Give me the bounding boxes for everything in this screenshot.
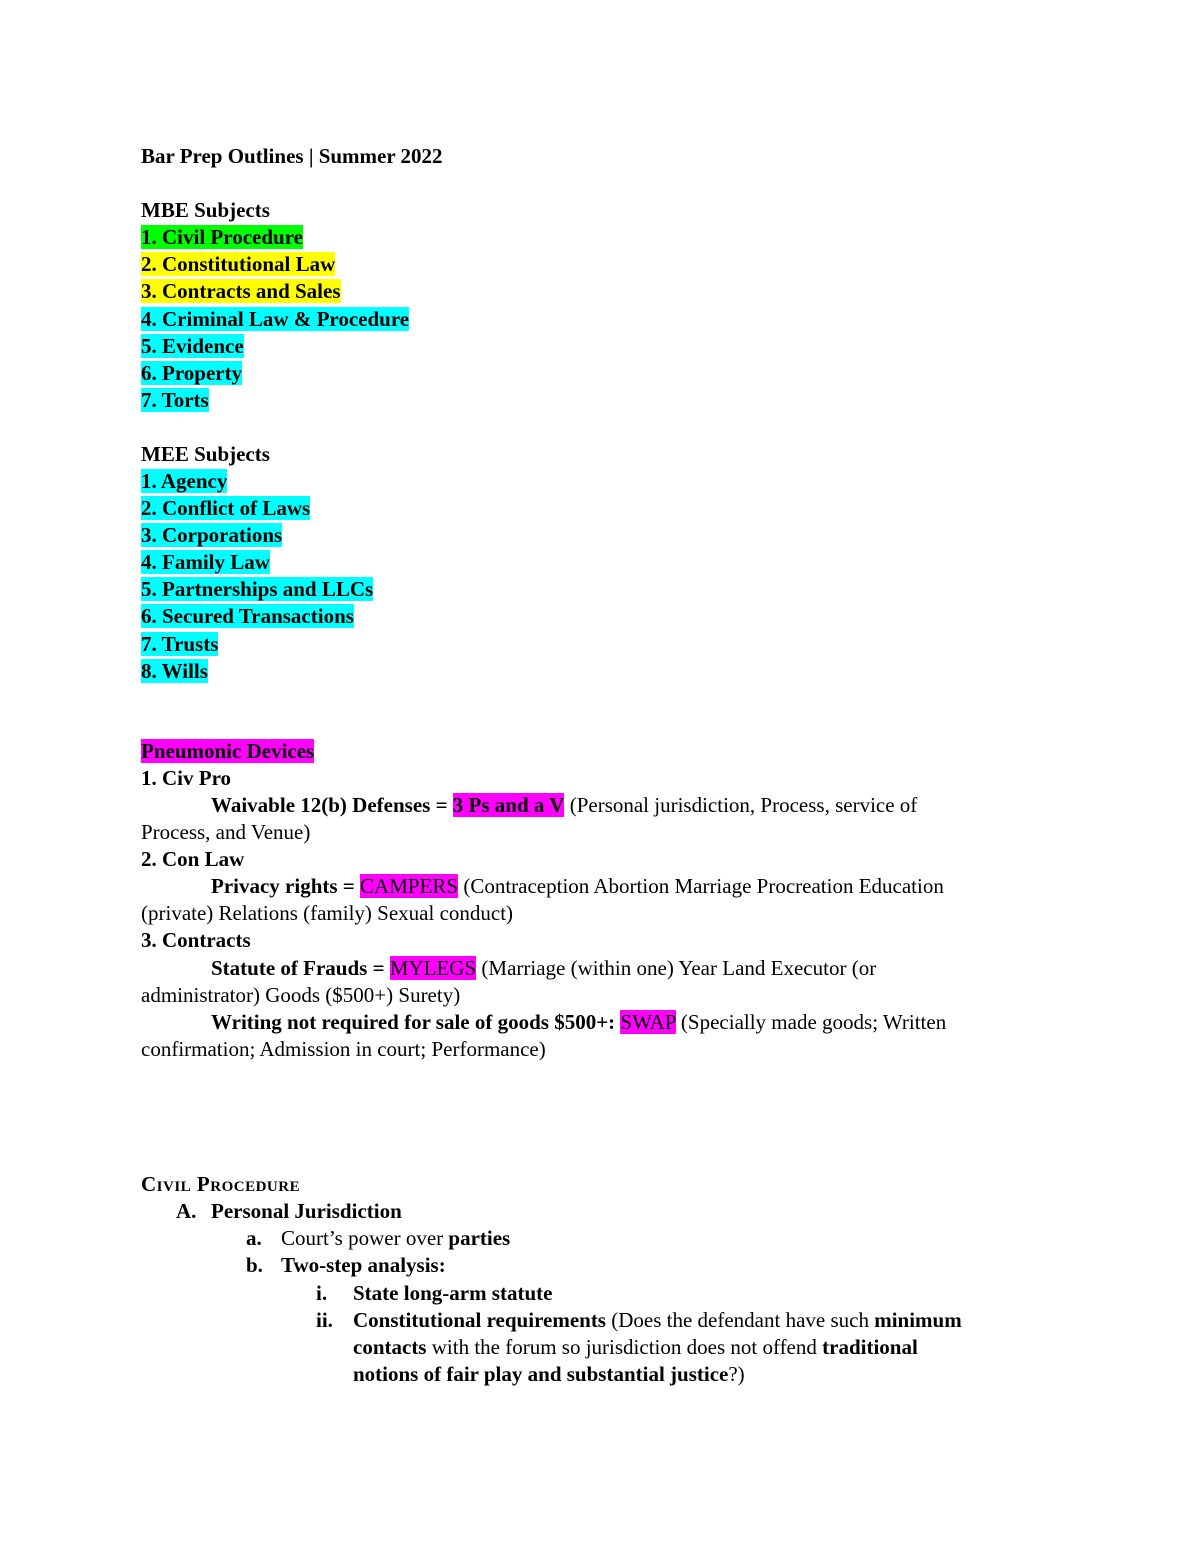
- mbe-item-label: 2. Constitutional Law: [141, 252, 336, 276]
- sof-mnemonic-line: [211, 955, 876, 982]
- pneumonic-heading: [141, 738, 314, 765]
- mee-item: [141, 603, 354, 630]
- mbe-heading: MBE Subjects: [141, 198, 270, 222]
- civpro-expansion: (Personal jurisdiction, Process, service of: [564, 793, 918, 817]
- mee-item-label: 8. Wills: [141, 659, 208, 683]
- outline-item-a: [246, 1225, 510, 1252]
- mbe-item: [141, 360, 242, 387]
- outline-item-ii-cont1: [353, 1334, 918, 1361]
- mee-item-label: 2. Conflict of Laws: [141, 496, 311, 520]
- civil-procedure-heading: Civil Procedure: [141, 1172, 301, 1196]
- mee-item-label: 3. Corporations: [141, 523, 283, 547]
- item-bold: traditional: [822, 1335, 918, 1359]
- item-marker: b.: [246, 1253, 263, 1277]
- sof-term: Statute of Frauds =: [211, 956, 390, 980]
- item-text: Court’s power over: [281, 1226, 449, 1250]
- mee-item: [141, 522, 282, 549]
- mee-item-label: 1. Agency: [141, 469, 228, 493]
- mbe-item-label: 7. Torts: [141, 388, 209, 412]
- mbe-item: [141, 278, 341, 305]
- conlaw-label: 2. Con Law: [141, 847, 245, 871]
- section-title: Personal Jurisdiction: [211, 1199, 402, 1223]
- section-personal-jurisdiction: [176, 1198, 402, 1225]
- mbe-item: [141, 224, 303, 251]
- conlaw-mnemonic: CAMPERS: [360, 874, 459, 898]
- mbe-item: [141, 333, 244, 360]
- mbe-item: [141, 306, 409, 333]
- item-text: (Does the defendant have such: [605, 1308, 875, 1332]
- mee-item-label: 7. Trusts: [141, 632, 219, 656]
- swap-mnemonic: SWAP: [620, 1010, 676, 1034]
- swap-mnemonic-line: [211, 1009, 946, 1036]
- outline-item-b: [246, 1252, 446, 1279]
- outline-item-ii: [316, 1307, 962, 1334]
- mee-item: [141, 658, 208, 685]
- item-text: ?): [728, 1362, 745, 1386]
- mee-item: [141, 576, 373, 603]
- outline-item-ii-cont2: [353, 1361, 745, 1388]
- conlaw-expansion: (Contraception Abortion Marriage Procreation Education: [458, 874, 944, 898]
- mee-item-label: 5. Partnerships and LLCs: [141, 577, 374, 601]
- conlaw-mnemonic-line: [211, 873, 944, 900]
- mee-item: [141, 495, 310, 522]
- document-title: Bar Prep Outlines | Summer 2022: [141, 144, 443, 168]
- item-bold: Constitutional requirements: [353, 1308, 606, 1332]
- swap-expansion: (Specially made goods; Written: [675, 1010, 947, 1034]
- item-marker: a.: [246, 1226, 262, 1250]
- sof-mnemonic: MYLEGS: [389, 956, 477, 980]
- item-bold: parties: [448, 1226, 511, 1250]
- civpro-expansion-cont: Process, and Venue): [141, 820, 311, 844]
- mbe-item-label: 4. Criminal Law & Procedure: [141, 307, 410, 331]
- conlaw-expansion-cont: (private) Relations (family) Sexual conduct): [141, 901, 514, 925]
- mee-item: [141, 549, 270, 576]
- mbe-item: [141, 387, 209, 414]
- civpro-label: 1. Civ Pro: [141, 766, 232, 790]
- mee-item: [141, 468, 227, 495]
- swap-term: Writing not required for sale of goods $500+:: [211, 1010, 621, 1034]
- mee-item: [141, 631, 218, 658]
- sof-expansion-cont: administrator) Goods ($500+) Surety): [141, 983, 461, 1007]
- mee-item-label: 6. Secured Transactions: [141, 604, 354, 628]
- swap-expansion-cont: confirmation; Admission in court; Performance): [141, 1037, 546, 1061]
- section-marker: A.: [176, 1199, 197, 1223]
- mbe-item-label: 1. Civil Procedure: [141, 225, 303, 249]
- contracts-label: 3. Contracts: [141, 928, 251, 952]
- mbe-item-label: 6. Property: [141, 361, 243, 385]
- item-marker: i.: [316, 1281, 328, 1305]
- item-bold: contacts: [353, 1335, 427, 1359]
- mee-heading: MEE Subjects: [141, 442, 270, 466]
- civpro-mnemonic-line: [211, 792, 917, 819]
- item-marker: ii.: [316, 1308, 333, 1332]
- outline-item-i: [316, 1280, 552, 1307]
- item-text: Two-step analysis:: [281, 1253, 446, 1277]
- pneumonic-heading-label: Pneumonic Devices: [141, 739, 315, 763]
- civpro-mnemonic: 3 Ps and a V: [452, 793, 565, 817]
- sof-expansion: (Marriage (within one) Year Land Executor (or: [476, 956, 877, 980]
- mee-item-label: 4. Family Law: [141, 550, 270, 574]
- conlaw-term: Privacy rights =: [211, 874, 361, 898]
- mbe-item-label: 3. Contracts and Sales: [141, 279, 341, 303]
- item-bold: notions of fair play and substantial justice: [353, 1362, 729, 1386]
- mbe-item-label: 5. Evidence: [141, 334, 244, 358]
- item-bold: minimum: [874, 1308, 962, 1332]
- civpro-term: Waivable 12(b) Defenses =: [211, 793, 453, 817]
- mbe-item: [141, 251, 335, 278]
- item-text: with the forum so jurisdiction does not offend: [426, 1335, 823, 1359]
- item-text: State long-arm statute: [353, 1281, 553, 1305]
